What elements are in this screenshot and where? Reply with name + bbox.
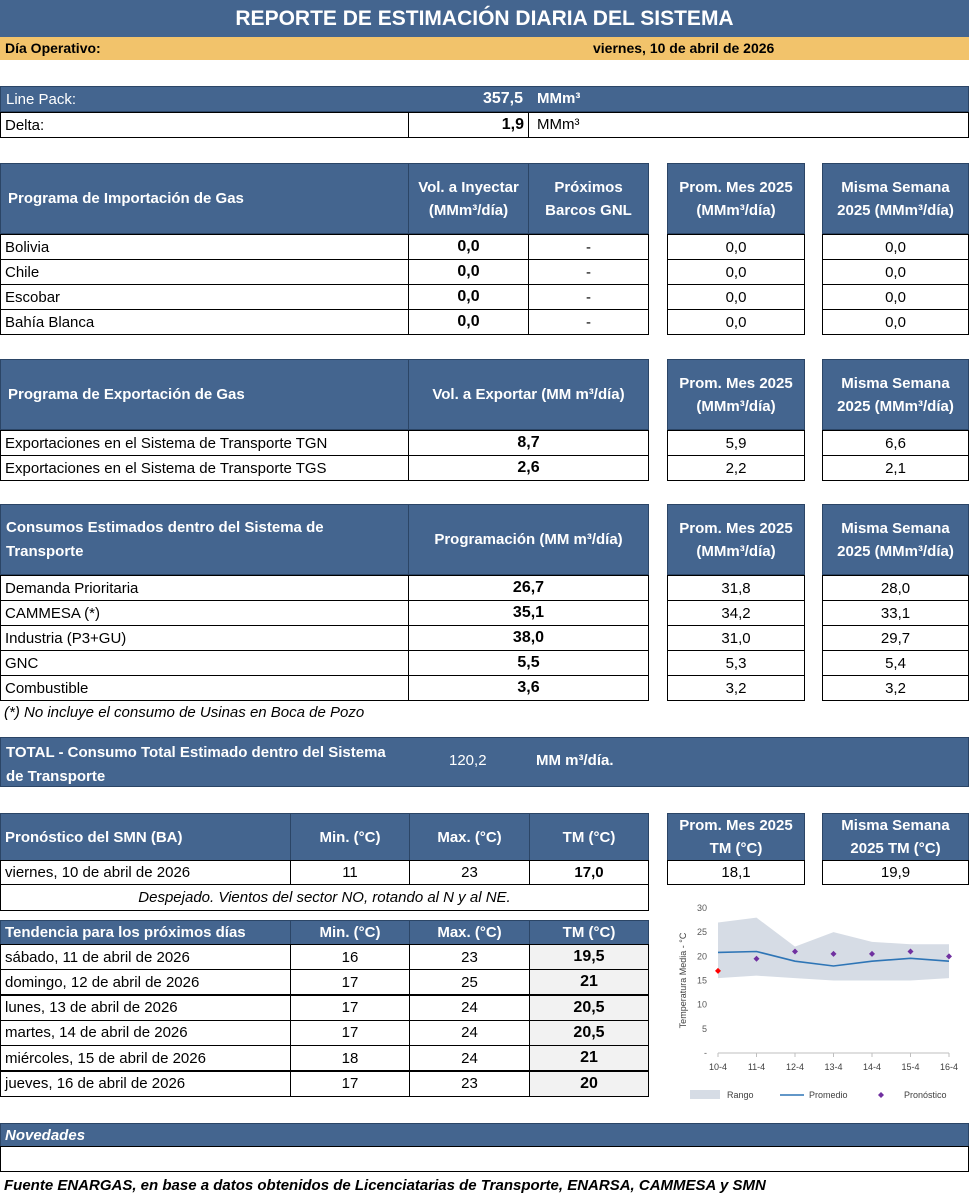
novedades-header: Novedades	[0, 1123, 969, 1147]
tendencia-row-max: 25	[409, 969, 530, 995]
consumos-row-prom: 34,2	[667, 600, 805, 626]
exportacion-row-prom: 5,9	[667, 430, 805, 456]
importacion-row-vol: 0,0	[408, 234, 529, 260]
x-tick-label: 13-4	[824, 1062, 843, 1072]
importacion-row-name: Bolivia	[0, 234, 409, 260]
dia-operativo-value: viernes, 10 de abril de 2026	[593, 40, 775, 56]
importacion-row-misma: 0,0	[822, 259, 969, 285]
delta-label: Delta:	[5, 117, 45, 134]
tendencia-row-date: domingo, 12 de abril de 2026	[0, 969, 291, 995]
pronostico-max: 23	[409, 860, 530, 885]
tendencia-row-date: sábado, 11 de abril de 2026	[0, 944, 291, 970]
importacion-col-vol: Vol. a Inyectar (MMm³/día)	[408, 163, 529, 234]
delta-unit-cell	[528, 112, 969, 138]
tendencia-row-date: martes, 14 de abril de 2026	[0, 1020, 291, 1046]
importacion-row-misma: 0,0	[822, 234, 969, 260]
total-row	[0, 737, 969, 787]
consumos-row-prog: 3,6	[408, 675, 649, 701]
consumos-col-misma: Misma Semana 2025 (MMm³/día)	[822, 504, 969, 575]
tendencia-col-min: Min. (°C)	[290, 920, 410, 945]
pronostico-col-min: Min. (°C)	[290, 813, 410, 861]
tendencia-row-max: 23	[409, 944, 530, 970]
tendencia-row-min: 17	[290, 1020, 410, 1046]
exportacion-col-misma: Misma Semana 2025 (MMm³/día)	[822, 359, 969, 430]
importacion-row-barcos: -	[528, 284, 649, 310]
consumos-row-prog: 35,1	[408, 600, 649, 626]
y-tick-label: 20	[696, 951, 707, 962]
tendencia-row-max: 24	[409, 995, 530, 1021]
consumos-row-name: GNC	[0, 650, 409, 676]
tendencia-row-tm: 21	[529, 969, 649, 995]
importacion-title: Programa de Importación de Gas	[0, 163, 409, 234]
exportacion-col-prom: Prom. Mes 2025 (MMm³/día)	[667, 359, 805, 430]
tendencia-row-min: 17	[290, 1071, 410, 1097]
line-pack-label: Line Pack:	[6, 91, 77, 108]
dia-operativo-label: Día Operativo:	[5, 40, 101, 56]
temperature-chart	[672, 895, 967, 1110]
rango-area	[718, 918, 949, 981]
tendencia-title: Tendencia para los próximos días	[0, 920, 291, 945]
tendencia-row-min: 18	[290, 1045, 410, 1071]
line-pack-row	[0, 86, 969, 112]
delta-unit: MMm³	[537, 116, 580, 133]
pronostico-date: viernes, 10 de abril de 2026	[0, 860, 291, 885]
pronostico-col-tm: TM (°C)	[529, 813, 649, 861]
consumos-row-name: CAMMESA (*)	[0, 600, 409, 626]
importacion-row-prom: 0,0	[667, 309, 805, 335]
y-axis-label: Temperatura Media - °C	[678, 932, 688, 1029]
exportacion-row-prom: 2,2	[667, 455, 805, 481]
importacion-row-misma: 0,0	[822, 284, 969, 310]
exportacion-col-vol: Vol. a Exportar (MM m³/día)	[408, 359, 649, 430]
importacion-col-misma: Misma Semana 2025 (MMm³/día)	[822, 163, 969, 234]
consumos-row-misma: 29,7	[822, 625, 969, 651]
y-tick-label: 10	[696, 999, 707, 1010]
pronostico-title: Pronóstico del SMN (BA)	[0, 813, 291, 861]
pronostico-min: 11	[290, 860, 410, 885]
importacion-row-vol: 0,0	[408, 309, 529, 335]
consumos-row-name: Demanda Prioritaria	[0, 575, 409, 601]
consumos-row-prom: 31,0	[667, 625, 805, 651]
tendencia-col-tm: TM (°C)	[529, 920, 649, 945]
pronostico-desc: Despejado. Vientos del sector NO, rotando al N y al NE.	[0, 884, 649, 911]
x-tick-label: 15-4	[901, 1062, 920, 1072]
x-tick-label: 10-4	[708, 1062, 728, 1072]
importacion-row-prom: 0,0	[667, 259, 805, 285]
pronostico-col-max: Max. (°C)	[409, 813, 530, 861]
consumos-col-prom: Prom. Mes 2025 (MMm³/día)	[667, 504, 805, 575]
line-pack-value: 357,5	[482, 90, 523, 107]
pronostico-tm: 17,0	[529, 860, 649, 885]
pronostico-prom: 18,1	[667, 860, 805, 885]
total-label: TOTAL - Consumo Total Estimado dentro del Sistema de Transporte	[6, 744, 386, 785]
consumos-row-misma: 5,4	[822, 650, 969, 676]
exportacion-row-misma: 2,1	[822, 455, 969, 481]
x-tick-label: 11-4	[747, 1062, 766, 1072]
consumos-row-prog: 5,5	[408, 650, 649, 676]
tendencia-col-max: Max. (°C)	[409, 920, 530, 945]
importacion-row-barcos: -	[528, 234, 649, 260]
consumos-row-misma: 33,1	[822, 600, 969, 626]
tendencia-row-date: miércoles, 15 de abril de 2026	[0, 1045, 291, 1071]
consumos-row-prog: 38,0	[408, 625, 649, 651]
y-tick-label: 30	[696, 903, 707, 913]
consumos-col-prog: Programación (MM m³/día)	[408, 504, 649, 575]
delta-label-cell	[0, 112, 409, 138]
total-value: 120,2	[449, 752, 487, 769]
tendencia-row-tm: 20	[529, 1071, 649, 1097]
x-tick-label: 12-4	[785, 1062, 805, 1072]
importacion-row-name: Escobar	[0, 284, 409, 310]
y-tick-label: -	[704, 1048, 707, 1058]
importacion-row-prom: 0,0	[667, 284, 805, 310]
legend-pronostico-swatch	[878, 1092, 884, 1098]
exportacion-row-vol: 8,7	[408, 430, 649, 456]
legend-pronostico-label: Pronóstico	[904, 1090, 947, 1100]
report-title: REPORTE DE ESTIMACIÓN DIARIA DEL SISTEMA	[0, 0, 969, 37]
consumos-row-misma: 28,0	[822, 575, 969, 601]
exportacion-row-vol: 2,6	[408, 455, 649, 481]
importacion-col-barcos: Próximos Barcos GNL	[528, 163, 649, 234]
consumos-note: (*) No incluye el consumo de Usinas en Boca de Pozo	[4, 704, 365, 721]
novedades-content	[0, 1146, 969, 1172]
tendencia-row-max: 24	[409, 1045, 530, 1071]
dia-operativo-bar	[0, 37, 969, 60]
exportacion-title: Programa de Exportación de Gas	[0, 359, 409, 430]
tendencia-row-max: 23	[409, 1071, 530, 1097]
y-tick-label: 25	[696, 927, 707, 938]
tendencia-row-tm: 19,5	[529, 944, 649, 970]
importacion-row-prom: 0,0	[667, 234, 805, 260]
importacion-row-barcos: -	[528, 259, 649, 285]
tendencia-row-max: 24	[409, 1020, 530, 1046]
tendencia-row-min: 17	[290, 969, 410, 995]
consumos-row-prog: 26,7	[408, 575, 649, 601]
legend-promedio-label: Promedio	[809, 1090, 848, 1100]
consumos-row-name: Combustible	[0, 675, 409, 701]
importacion-col-prom: Prom. Mes 2025 (MMm³/día)	[667, 163, 805, 234]
importacion-row-vol: 0,0	[408, 259, 529, 285]
legend-rango-label: Rango	[727, 1090, 754, 1100]
consumos-row-name: Industria (P3+GU)	[0, 625, 409, 651]
tendencia-row-date: jueves, 16 de abril de 2026	[0, 1071, 291, 1097]
legend-rango-swatch	[690, 1090, 720, 1099]
delta-value-cell	[408, 112, 529, 138]
consumos-title: Consumos Estimados dentro del Sistema de Transporte	[0, 504, 409, 575]
pronostico-misma: 19,9	[822, 860, 969, 885]
exportacion-row-misma: 6,6	[822, 430, 969, 456]
tendencia-row-tm: 20,5	[529, 995, 649, 1021]
exportacion-row-name: Exportaciones en el Sistema de Transporte TGS	[0, 455, 409, 481]
importacion-row-vol: 0,0	[408, 284, 529, 310]
importacion-row-barcos: -	[528, 309, 649, 335]
consumos-row-misma: 3,2	[822, 675, 969, 701]
consumos-row-prom: 31,8	[667, 575, 805, 601]
tendencia-row-min: 16	[290, 944, 410, 970]
importacion-row-name: Bahía Blanca	[0, 309, 409, 335]
pronostico-col-prom: Prom. Mes 2025 TM (°C)	[667, 813, 805, 861]
consumos-row-prom: 5,3	[667, 650, 805, 676]
importacion-row-name: Chile	[0, 259, 409, 285]
pronostico-col-misma: Misma Semana 2025 TM (°C)	[822, 813, 969, 861]
y-tick-label: 15	[696, 975, 707, 986]
tendencia-row-min: 17	[290, 995, 410, 1021]
y-tick-label: 5	[701, 1023, 707, 1034]
tendencia-row-date: lunes, 13 de abril de 2026	[0, 995, 291, 1021]
importacion-row-misma: 0,0	[822, 309, 969, 335]
total-unit: MM m³/día.	[536, 752, 614, 769]
tendencia-row-tm: 20,5	[529, 1020, 649, 1046]
exportacion-row-name: Exportaciones en el Sistema de Transporte TGN	[0, 430, 409, 456]
x-tick-label: 14-4	[862, 1062, 882, 1072]
footer-source: Fuente ENARGAS, en base a datos obtenidos de Licenciatarias de Transporte, ENARSA, CAMMESA y SMN	[4, 1177, 766, 1194]
delta-value: 1,9	[501, 116, 524, 133]
tendencia-row-tm: 21	[529, 1045, 649, 1071]
x-tick-label: 16-4	[939, 1062, 959, 1072]
line-pack-unit: MMm³	[537, 90, 581, 107]
consumos-row-prom: 3,2	[667, 675, 805, 701]
